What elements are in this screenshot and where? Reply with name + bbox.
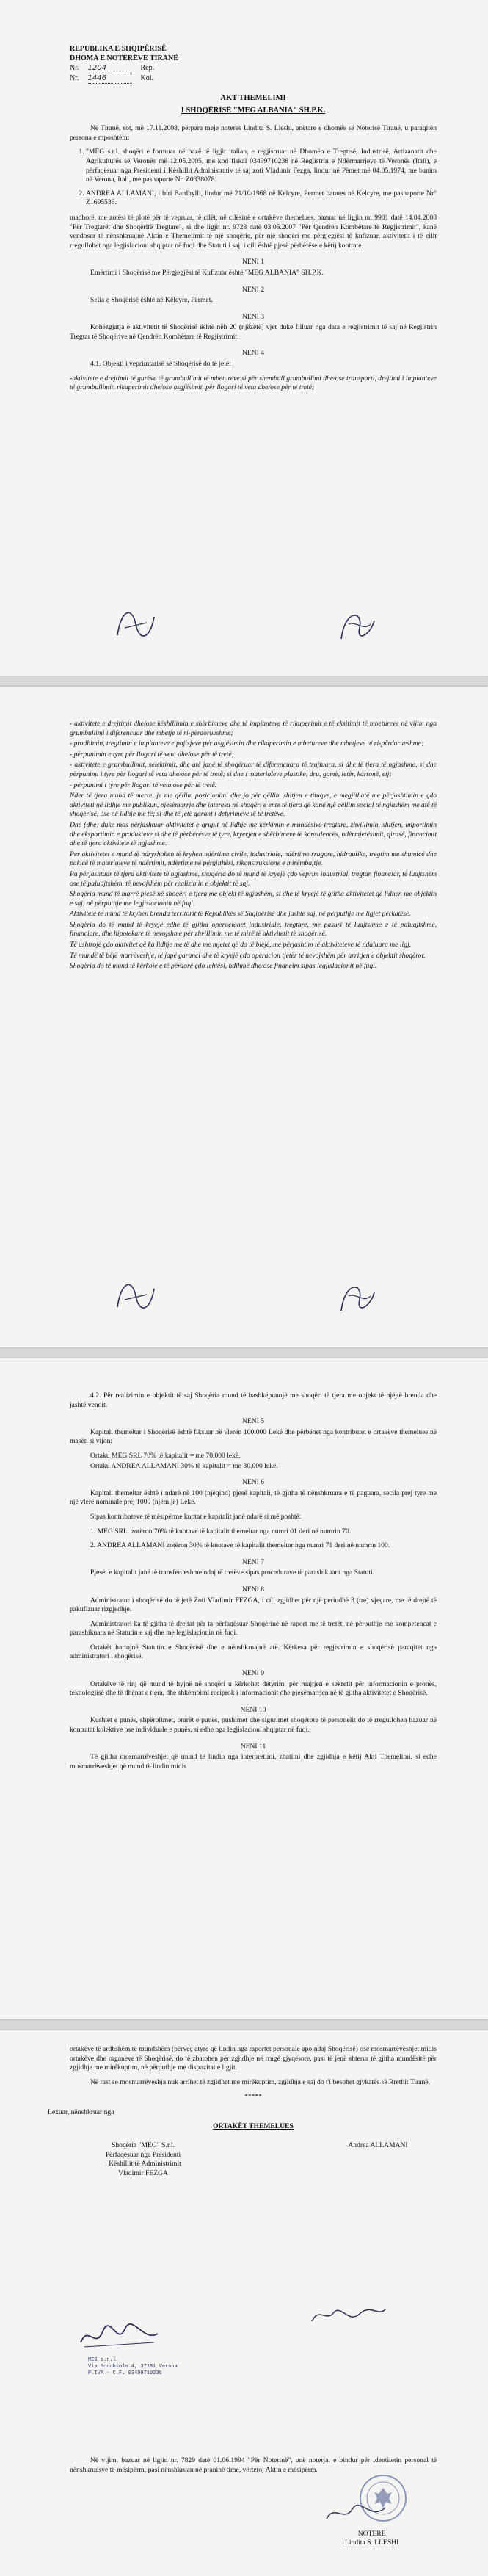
rep-number-row: Nr. 1204 Rep. [70,64,155,72]
article-1-heading: NENI 1 [241,258,265,267]
article-4-bullets [70,375,437,393]
article-4-heading: NENI 4 [241,349,265,358]
article-7-text: Pjesët e kapitalit janë të transferueshme ndaj të tretëve sipas procedurave të parashikuara nga Statuti. [90,1569,375,1577]
closing-paragraph: Në rast se mosmarrëveshja nuk arrihet të zgjidhet me mirëkuptim, zgjidhja e saj do t'i besohet gjykatës së Rrethit Tiranë. [90,2077,430,2086]
chamber-line: DHOMA E NOTERËVE TIRANË [70,54,178,62]
article-2-heading: NENI 2 [241,285,265,294]
article-4-2-text: 4.2. Për realizimin e objektit të saj Shoqëria mund të bashkëpunojë me shoqëri të tjera me objekt të njëjtë brenda dhe jashtë vendit. [70,1392,437,1409]
article-5-share-allamani: Ortaku ANDREA ALLAMANI 30% të kapitalit = me 30.000 lekë. [90,1461,278,1470]
page-4-content [48,2045,437,2179]
activity-item: - përpunimin e tyre për llogari të veta dhe/ose për të tretë; [70,750,234,759]
article-3-heading: NENI 3 [241,312,265,321]
signatories-block [70,2141,437,2178]
document-page-2 [0,687,488,1347]
activity-item: Shoqëria mund të marrë pjesë në shoqëri e tjera me objekt të ngjashëm, si dhe të kryejë të gjitha aktivitetet që lidhen me objektin e saj, në përputhje me legjislacionin në fuqi. [70,890,437,908]
republic-line: REPUBLIKA E SHQIPËRISË [70,45,167,53]
party-meg: 1. "MEG s.r.l. shoqëri e formuar në bazë të ligjit italian, e regjistruar në Dhomën e Tregtisë, Industrisë, Artizanatit dhe Agrikulturës së Veronës më 12.05.2005, me kod fiskal 03499710238 në Regjistrin e Ndërmarrjeve të Veronës (Itali), e përfaqësuar nga Presidenti i Këshillit Administrativ të saj zoti Vladimir Fezga, lindur në Pëmet më 04.05.1974, me banim në Verona, Itali, me pashaporte Nr. Z0338078. [86,148,437,184]
signature-notary [323,2500,389,2526]
activity-item: Shoqëria do të mund të kryejë edhe të gjitha operacionet industriale, tregtare, me pasuri të luajtshme e të paluajtshme, financiare, dhe hipotekare të nevojshme për zhvillimin me të mirë të aktivitetit të shoqërisë. [70,920,437,938]
activity-item: - prodhimin, tregtimin e impianteve e pajisjeve për asgjësimin dhe rikuperimin e mbetureve dhe mbetjeve të ri-përdorueshme; [70,739,424,748]
activity-item: Pa përjashtuar të tjera aktivitete të ngjashme, shoqëria do të mund të kryejë çdo veprim industrial, tregtar, financiar, të luajtshëm ose të paluajtshëm, të nevojshëm për realizimin e objektit të saj. [70,869,437,888]
left-signatory: Shoqëria "MEG" S.r.l. Përfaqësuar nga Presidenti i Këshillit të Administrimit Vladimir FEZGA [105,2141,181,2177]
document-title: AKT THEMELIMI [220,94,286,102]
activities-list [70,720,437,972]
document-page-3 [0,1358,488,2019]
article-11-continued: ortakëve të ardhshëm të mundshëm (përveç atyre që lindin nga raportet personale apo ndaj Shoqërisë) ose mosmarrëveshjet midis ortakëve dhe organeve të Shoqërisë, do të zbatohen për zgjidhje në rrugë gjyqësore, pasi të jenë shterur të gjitha mundësitë për zgjidhje me mirëkuptim, në përputhje me dispozitat e ligjit. [70,2045,437,2072]
page-2-content [70,720,437,973]
activity-item: Të mundë të bëjë marrëveshje, të japë garanci dhe të kryejë çdo operacion tjetër të nevojshëm për arritjen e objektit shoqëror. [70,951,426,960]
article-6-heading: NENI 6 [241,1478,265,1487]
document-header [70,44,437,84]
article-6-intro: Sipas kontributeve të mësipërme kuotat e kapitalit janë ndarë si më poshtë: [90,1512,302,1521]
activity-item: Shoqëria do të mund të kërkojë e të përdorë çdo lehtësi, ndihmë dhe/ose financim sipas legjislacionit në fuqi. [70,962,377,971]
article-5-text: Kapitali themeltar i Shoqërisë është fiksuar në vlerën 100.000 Lekë dhe përbëhet nga kontributet e ortakëve themelues në masën si vijon: [70,1428,437,1446]
article-5-heading: NENI 5 [241,1417,265,1426]
document-subtitle: I SHOQËRISË "MEG ALBANIA" SH.P.K. [181,106,326,115]
parties-list [70,148,437,208]
signature-fezga [77,2320,165,2354]
article-8-text-c: Ortakët hartojnë Statutin e Shoqërisë dhe e nënshkruajnë atë. Kërkesa për regjistrimin e shoqërisë paraqitet nga administratori i shoqërisë. [70,1643,437,1661]
page-1-content [70,44,437,394]
article-4-1-text: 4.1. Objekti i veprimtarisë së Shoqërisë do të jetë: [90,360,231,369]
activity-item: Dhe (dhe) duke mos përjashtuar aktivitetet e grupit në lidhje me kërkimin e mundësive tregtare, zhvillimin, shitjen, importimin dhe eksportimin e produkteve si dhe të përbërësve të tyre, kryerjen e shërbimeve të konsulencës, ndërmjetësimit, qirasë, financimit dhe të tjera aktivitete të ngjashme. [70,820,437,848]
article-8-text: Administrator i shoqërisë do të jetë Zoti Vladimir FEZGA, i cili zgjidhet për një periudhë 3 (tre) vjeçare, me të drejtë të pakufizuar rizgjedhje. [70,1596,437,1614]
article-8-heading: NENI 8 [241,1585,265,1593]
article-6-item-2: 2. ANDREA ALLAMANI zotëron 30% të kuotave të kapitalit themeltar nga numri 71 deri në numrin 100. [90,1541,390,1550]
bullet-item: -aktivitete e drejtimit të gurëve të grumbullimit të mbetureve si për shembull grumbullimi dhe/ose transporti, drejtimi i impianteve të grumbullimit, rikuperimit dhe/ose asgjësimit, për llogari të veta dhe/ose për të tretë; [70,374,437,392]
notary-signature-block: NOTERE Lindita S. LLESHI [345,2530,399,2547]
signature-1 [110,1274,161,1318]
kol-number-row: Nr. 1446 Kol. [70,74,153,82]
kol-number: 1446 [88,73,132,84]
article-5-share-meg: Ortaku MEG SRL 70% të kapitalit = me 70.000 lekë. [90,1451,241,1460]
signature-2 [330,1274,382,1318]
article-1-text: Emërtimi i Shoqërisë me Përgjegjësi të Kufizuar është "MEG ALBANIA" SH.P.K. [90,268,324,277]
document-page-4 [0,2030,488,2576]
activity-item: - përpunimi i tyre për llogari të veta ose për të tretë. [70,781,217,789]
company-stamp: MEG s.r.l. Via Morobiolo 4, 37131 Verona P.IVA - C.F. 03499710238 [88,2357,178,2376]
right-signatory: Andrea ALLAMANI [348,2141,408,2150]
article-10-text: Kushtet e punës, shpërblimet, orarët e punës, pushimet dhe sigurimet shoqërore të personelit do të rregullohen bazuar në kontratat kolektive ose individuale e punës, si edhe nga legjislacioni shqiptar në fuqi. [70,1716,437,1734]
article-9-heading: NENI 9 [241,1669,265,1678]
founders-heading: ORTAKËT THEMELUES [213,2121,294,2130]
article-11-heading: NENI 11 [240,1742,266,1751]
article-11-text: Të gjitha mosmarrëveshjet që mund të lindin nga interpretimi, zbatimi dhe zgjidhja e këtij Akti Themelimi, si edhe mosmarrëveshjet që mund të lindin midis [70,1753,437,1770]
rep-number: 1204 [88,63,132,73]
signature-allamani [308,2301,389,2330]
read-signed-label: Lexuar, nënshkruar nga [48,2108,114,2116]
page-3-content [70,1392,437,1776]
activity-item: Nder të tjera mund të merre, je me qëllim pozicionimi dhe jo për qëllim shitjen e tituqve, e megjithatë me përjashtimin e çdo aktiviteti në lidhje me publikun, pjesëmarrje dhe interesa në shoqëri e ente të tjera që kanë një qëllim social të ngjashëm me atë të shoqërisë, ose në lidhje me të; si dhe të jetë garant i detyrimeve të të tretëve. [70,792,437,819]
document-page-1 [0,0,488,676]
activity-item: Per aktivitetet e mund të ndryshohen të kryhen ndërtime civile, industriale, ndërtime rrugore, hidraulike, tregtim me shumicë dhe pakicë të materialeve të ndërtimit, ndërtime në përgjithësi, rikonstruksione e mirëmbajtje. [70,850,437,868]
separator-stars: ***** [244,2093,262,2102]
notary-statement: Në vijim, bazuar në ligjin nr. 7829 datë 01.06.1994 "Për Noterinë", unë noterja, e bindur për identitetin personal të nënshkruesve të mësipërm, pasi nënshkruan në praninë time, vërtetoj Aktin e mësipërm. [70,2456,437,2474]
activity-item: - aktivitete e grumbullimit, selektimit, dhe atë janë të shoqëruar të diferencuara të trajtuara, si dhe të tjera të ngjashme, si dhe përpunimi i tyre për llogari të veta dhe/ose për të tretë; si dhe i materialeve plastike, dru, gomë, letër, kartonë, etj; [70,761,437,778]
article-6-item-1: 1. MEG SRL. zotëron 70% të kuotave të kapitalit themeltar nga numri 01 deri në numrin 70. [90,1527,352,1535]
parties-statement: madhorë, me zotësi të plotë për të vepruar, të cilët, në cilësinë e ortakëve themelues, bazuar në ligjin nr. 9901 datë 14.04.2008 "Për Tregtarët dhe Shoqëritë Tregtare", si dhe ligjit nr. 9723 datë 03.05.2007 "Për Qendrën Kombëtare të Regjistrimit", kanë vendosur të nënshkruajnë Aktin e Themelimit të një shoqërie, për një shoqëri me përgjegjësi të kufizuar, aktivitetit i të cilit rregullohet nga legjislacioni shqiptar në fuqi dhe Statuti i saj, i cili është pjesë përbërëse e këtij kontrate. [70,213,437,250]
signature-1 [110,602,161,646]
activity-item: Të ushtrojë çdo aktivitet që ka lidhje me të dhe me mjetet që do të blejë, me përjashtim të aktiviteteve të ndaluara me ligj. [70,941,412,949]
signature-2 [330,602,382,646]
intro-paragraph: Në Tiranë, sot, më 17.11.2008, përpara meje noteres Lindita S. Lleshi, anëtare e dhomës së Noterisë Tiranë, u paraqitën persona e mposhtëm: [70,124,437,142]
article-2-text: Selia e Shoqërisë është në Këlcyre, Përmet. [90,296,213,305]
activity-item: Aktivitete te mund të kryhen brenda territorit të Republikës së Shqipërisë dhe jashtë saj, në përputhje me ligjet përkatëse. [70,910,411,919]
article-10-heading: NENI 10 [240,1705,266,1714]
article-8-text-b: Administratori ka të gjitha të drejtat për ta përfaqësuar Shoqërinë në raport me të tretët, në përputhje me kompetencat e parashikuara në Statutin e saj dhe me legjislacionin në fuqi. [70,1619,437,1638]
article-7-heading: NENI 7 [241,1557,265,1566]
activity-item: - aktivitete e drejtimit dhe/ose këshillimin e shërbimeve dhe të impianteve të rikuperimit e të eksitimit të mbetureve në vijim nga grumbullimi i diferencuar dhe mbetje të ri-përdorueshme; [70,720,437,737]
article-3-text: Kohëzgjatja e aktivitetit të Shoqërisë është nëh 20 (njëzetë) vjet duke filluar nga data e regjistrimit të saj në Regjistrin Tregtar të Shoqërive në Qendrën Kombëtare të Regjistrimit. [70,323,437,341]
article-6-text: Kapitali themeltar është i ndarë në 100 (njëqind) pjesë kapitali, të gjitha të nënshkruara e të paguara, secila prej tyre me një vlerë nominale prej 1000 (njëmijë) Lekë. [70,1488,437,1507]
party-allamani: 2. ANDREA ALLAMANI, i biri Bardhylli, lindur më 21/10/1968 në Kelcyre, Permet banues në Kelcyre, me pashaporte Nr° Z1695536. [86,189,437,208]
article-9-text: Ortakëve të rinj që mund të hyjnë në shoqëri u kërkohet detyrimi për ruajtjen e sekretit për informacionin e pronës, teknologjisë dhe të dhënat e tjera, dhe shkëmbimi reciprok i informacionit dhe pjesëmarrjen në të gjitha aktivitetet e Shoqërisë. [70,1679,437,1698]
